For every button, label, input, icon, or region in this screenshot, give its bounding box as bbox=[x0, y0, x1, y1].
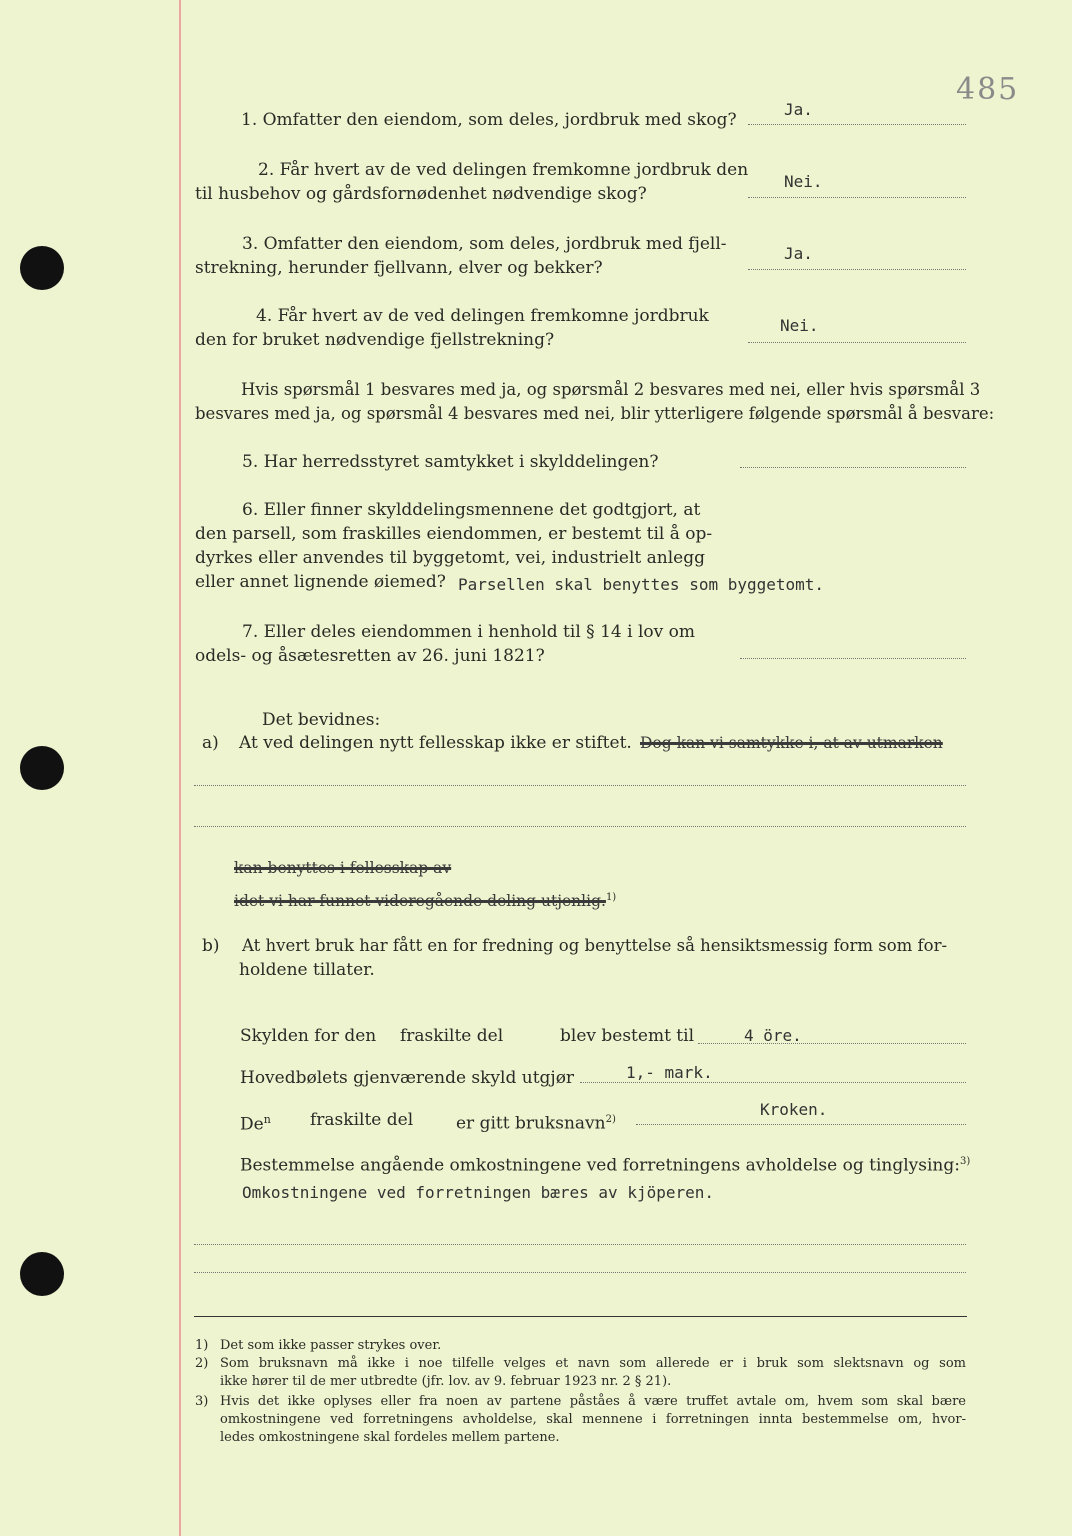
answer-line bbox=[748, 197, 966, 198]
answer-line bbox=[748, 124, 966, 125]
skyld-label3b: fraskilte del bbox=[310, 1110, 414, 1130]
footnote-2-line1: Som bruksnavn må ikke i noe tilfelle velges et navn som allerede er i bruk som slektsnavn og som bbox=[220, 1356, 966, 1371]
question-6-line2: den parsell, som fraskilles eiendommen, er bestemt til å op- bbox=[195, 524, 713, 544]
question-6-line3: dyrkes eller anvendes til byggetomt, vei, industrielt anlegg bbox=[195, 548, 705, 568]
question-7-line2: odels- og åsætesretten av 26. juni 1821? bbox=[195, 646, 545, 666]
question-2-line2: til husbehov og gårdsfornødenhet nødvendige skog? bbox=[195, 184, 647, 204]
page-number: 485 bbox=[956, 72, 1020, 107]
question-7-line1: 7. Eller deles eiendommen i henhold til § 14 i lov om bbox=[242, 622, 695, 642]
answer-line bbox=[580, 1082, 966, 1083]
answer-4: Nei. bbox=[780, 316, 819, 335]
question-2-line1: 2. Får hvert av de ved delingen fremkomne jordbruk den bbox=[258, 160, 749, 180]
footnote-rule bbox=[194, 1316, 967, 1317]
skyld-value2: 1,- mark. bbox=[626, 1063, 713, 1082]
footnote-ref-2: 2) bbox=[605, 1114, 616, 1125]
skyld-label4-wrap bbox=[240, 1150, 970, 1178]
footnote-1-mark: 1) bbox=[195, 1338, 209, 1353]
question-3-line1: 3. Omfatter den eiendom, som deles, jordbruk med fjell- bbox=[242, 234, 727, 254]
answer-3: Ja. bbox=[784, 244, 813, 263]
question-3-line2: strekning, herunder fjellvann, elver og bekker? bbox=[195, 258, 603, 278]
attest-b-line2: holdene tillater. bbox=[239, 960, 375, 980]
footnote-2-line2: ikke hører til de mer utbredte (jfr. lov. av 9. februar 1923 nr. 2 § 21). bbox=[220, 1374, 672, 1389]
struck-line3: idet vi har funnet videregående deling utjenlig. bbox=[234, 892, 606, 911]
punch-hole bbox=[20, 1252, 64, 1296]
skyld-value1: 4 öre. bbox=[744, 1026, 802, 1045]
struck-line3-wrap bbox=[234, 886, 616, 913]
answer-line bbox=[748, 342, 966, 343]
answer-2: Nei. bbox=[784, 172, 823, 191]
attest-b-line1: At hvert bruk har fått en for fredning og benyttelse så hensiktsmessig form som for- bbox=[242, 936, 948, 955]
skyld-label3c: er gitt bruksnavn bbox=[456, 1113, 606, 1134]
question-4-line2: den for bruket nødvendige fjellstrekning? bbox=[195, 330, 555, 350]
answer-line bbox=[740, 467, 966, 468]
footnote-3-line1: Hvis det ikke oplyses eller fra noen av partene påståes å være truffet avtale om, hvem som skal bære bbox=[220, 1394, 966, 1409]
skyld-label3a-wrap bbox=[240, 1108, 271, 1137]
footnote-3-mark: 3) bbox=[195, 1394, 209, 1409]
answer-6: Parsellen skal benyttes som byggetomt. bbox=[458, 575, 825, 594]
skyld-label3-wrap bbox=[456, 1108, 616, 1136]
attest-b-label: b) bbox=[202, 936, 220, 956]
attest-heading: Det bevidnes: bbox=[262, 710, 381, 730]
blank-line bbox=[194, 785, 966, 786]
conditional-line2: besvares med ja, og spørsmål 4 besvares med nei, blir ytterligere følgende spørsmål å besvare: bbox=[195, 404, 995, 423]
footnote-ref-1: 1) bbox=[605, 892, 617, 903]
question-4-line1: 4. Får hvert av de ved delingen fremkomne jordbruk bbox=[256, 306, 709, 326]
question-1: 1. Omfatter den eiendom, som deles, jordbruk med skog? bbox=[241, 110, 737, 130]
struck-line2: kan benyttes i fellesskap av bbox=[234, 859, 452, 877]
skyld-label1b: fraskilte del bbox=[400, 1026, 504, 1046]
answer-line bbox=[698, 1043, 966, 1044]
attest-a-text: At ved delingen nytt fellesskap ikke er stiftet. bbox=[239, 733, 632, 753]
footnote-3-line2: omkostningene ved forretningens avholdelse, skal mennene i forretningen innta bestemmelse om, hvor- bbox=[220, 1412, 966, 1427]
skyld-label3a: De bbox=[240, 1114, 264, 1135]
footnote-ref-3: 3) bbox=[959, 1156, 971, 1167]
skyld-label2: Hovedbølets gjenværende skyld utgjør bbox=[240, 1068, 575, 1088]
skyld-label3sup: n bbox=[263, 1113, 271, 1126]
punch-hole bbox=[20, 746, 64, 790]
footnote-3-line3: ledes omkostningene skal fordeles mellem partene. bbox=[220, 1430, 560, 1445]
skyld-label1c: blev bestemt til bbox=[560, 1026, 695, 1046]
question-6-line1: 6. Eller finner skylddelingsmennene det godtgjort, at bbox=[242, 500, 701, 520]
blank-line bbox=[194, 1244, 966, 1245]
answer-1: Ja. bbox=[784, 100, 813, 119]
blank-line bbox=[194, 1272, 966, 1273]
answer-line bbox=[636, 1124, 966, 1125]
attest-a-struck: Dog kan vi samtykke i, at av utmarken bbox=[640, 734, 943, 752]
conditional-line1: Hvis spørsmål 1 besvares med ja, og spørsmål 2 besvares med nei, eller hvis spørsmål 3 bbox=[241, 380, 981, 399]
attest-a-label: a) bbox=[202, 733, 219, 753]
question-6-line4: eller annet lignende øiemed? bbox=[195, 572, 446, 592]
margin-line bbox=[179, 0, 181, 1536]
skyld-value4: Omkostningene ved forretningen bæres av kjöperen. bbox=[242, 1183, 715, 1202]
punch-hole bbox=[20, 246, 64, 290]
question-5: 5. Har herredsstyret samtykket i skylddelingen? bbox=[242, 452, 659, 472]
skyld-label4: Bestemmelse angående omkostningene ved forretningens avholdelse og tinglysing: bbox=[240, 1155, 960, 1176]
answer-line bbox=[740, 658, 966, 659]
footnote-1-line1: Det som ikke passer strykes over. bbox=[220, 1338, 442, 1353]
skyld-label1a: Skylden for den bbox=[240, 1026, 377, 1046]
footnote-2-mark: 2) bbox=[195, 1356, 209, 1371]
skyld-value3: Kroken. bbox=[760, 1100, 828, 1119]
blank-line bbox=[194, 826, 966, 827]
answer-line bbox=[748, 269, 966, 270]
